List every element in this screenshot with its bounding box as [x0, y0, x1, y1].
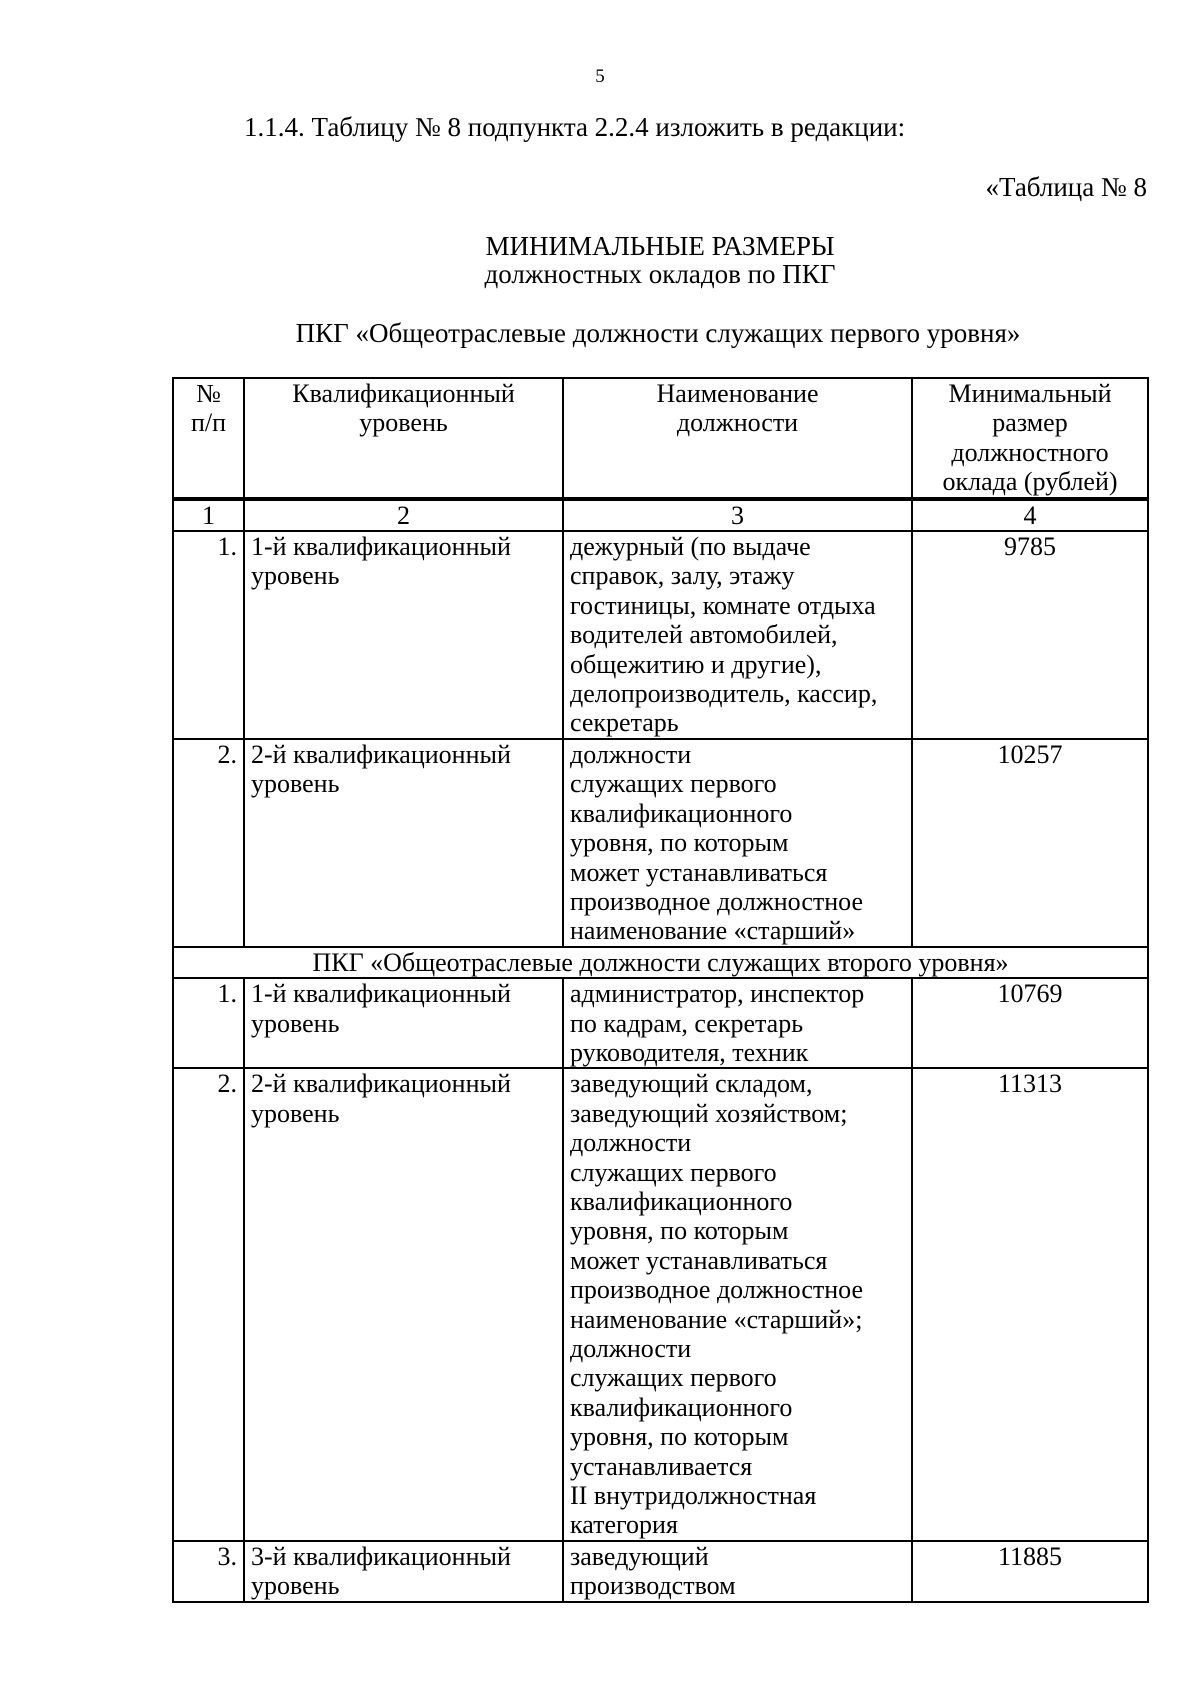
salary-value: 11313 — [912, 1068, 1148, 1541]
title-line-2: должностных окладов по ПКГ — [484, 259, 836, 289]
row-number: 3. — [173, 1541, 244, 1602]
group-row — [173, 947, 1148, 978]
header-position: Наименование должности — [563, 378, 912, 499]
position-name: должности служащих первого квалификационного уровня, по которым может устанавливаться производное должностное наименование «старший» — [563, 739, 912, 947]
salary-value: 11885 — [912, 1541, 1148, 1602]
table-header-row — [173, 378, 1148, 499]
salary-value: 10769 — [912, 978, 1148, 1068]
row-number: 1. — [173, 978, 244, 1068]
qualification-level: 2-й квалификационный уровень — [244, 739, 563, 947]
table-body — [173, 531, 1148, 1602]
row-number: 1. — [173, 531, 244, 739]
header-num: № п/п — [173, 378, 244, 499]
salary-value: 9785 — [912, 531, 1148, 739]
column-number: 3 — [563, 499, 912, 531]
header-level: Квалификационный уровень — [244, 378, 563, 499]
qualification-level: 1-й квалификационный уровень — [244, 531, 563, 739]
group-title: ПКГ «Общеотраслевые должности служащих второго уровня» — [173, 947, 1148, 978]
qualification-level: 3-й квалификационный уровень — [244, 1541, 563, 1602]
table-row — [173, 1541, 1148, 1602]
column-number-row — [173, 499, 1148, 531]
group-title-first-level: ПКГ «Общеотраслевые должности служащих первого уровня» — [295, 318, 1021, 348]
page-number: 5 — [595, 66, 605, 87]
intro-paragraph: 1.1.4. Таблицу № 8 подпункта 2.2.4 изложить в редакции: — [244, 112, 906, 142]
column-number: 2 — [244, 499, 563, 531]
title-line-1: МИНИМАЛЬНЫЕ РАЗМЕРЫ — [485, 231, 835, 261]
column-number: 4 — [912, 499, 1148, 531]
position-name: дежурный (по выдаче справок, залу, этажу гостиницы, комнате отдыха водителей автомобилей, общежитию и другие), делопроизводитель, кассир, секретарь — [563, 531, 912, 739]
table-row — [173, 978, 1148, 1068]
position-name: заведующий производством — [563, 1541, 912, 1602]
position-name: администратор, инспектор по кадрам, секретарь руководителя, техник — [563, 978, 912, 1068]
table-title — [0, 232, 1200, 288]
salary-table — [172, 377, 1149, 1603]
salary-value: 10257 — [912, 739, 1148, 947]
column-number: 1 — [173, 499, 244, 531]
qualification-level: 1-й квалификационный уровень — [244, 978, 563, 1068]
table-label: «Таблица № 8 — [985, 172, 1147, 202]
table-row — [173, 531, 1148, 739]
table-row — [173, 739, 1148, 947]
row-number: 2. — [173, 1068, 244, 1541]
qualification-level: 2-й квалификационный уровень — [244, 1068, 563, 1541]
row-number: 2. — [173, 739, 244, 947]
table-row — [173, 1068, 1148, 1541]
header-salary: Минимальный размер должностного оклада (рублей) — [912, 378, 1148, 499]
position-name: заведующий складом, заведующий хозяйством; должности служащих первого квалификационного уровня, по которым может устанавливаться производное должностное наименование «старший»; должности служащих первого квалификационного уровня, по которым устанавливается II внутридолжностная категория — [563, 1068, 912, 1541]
